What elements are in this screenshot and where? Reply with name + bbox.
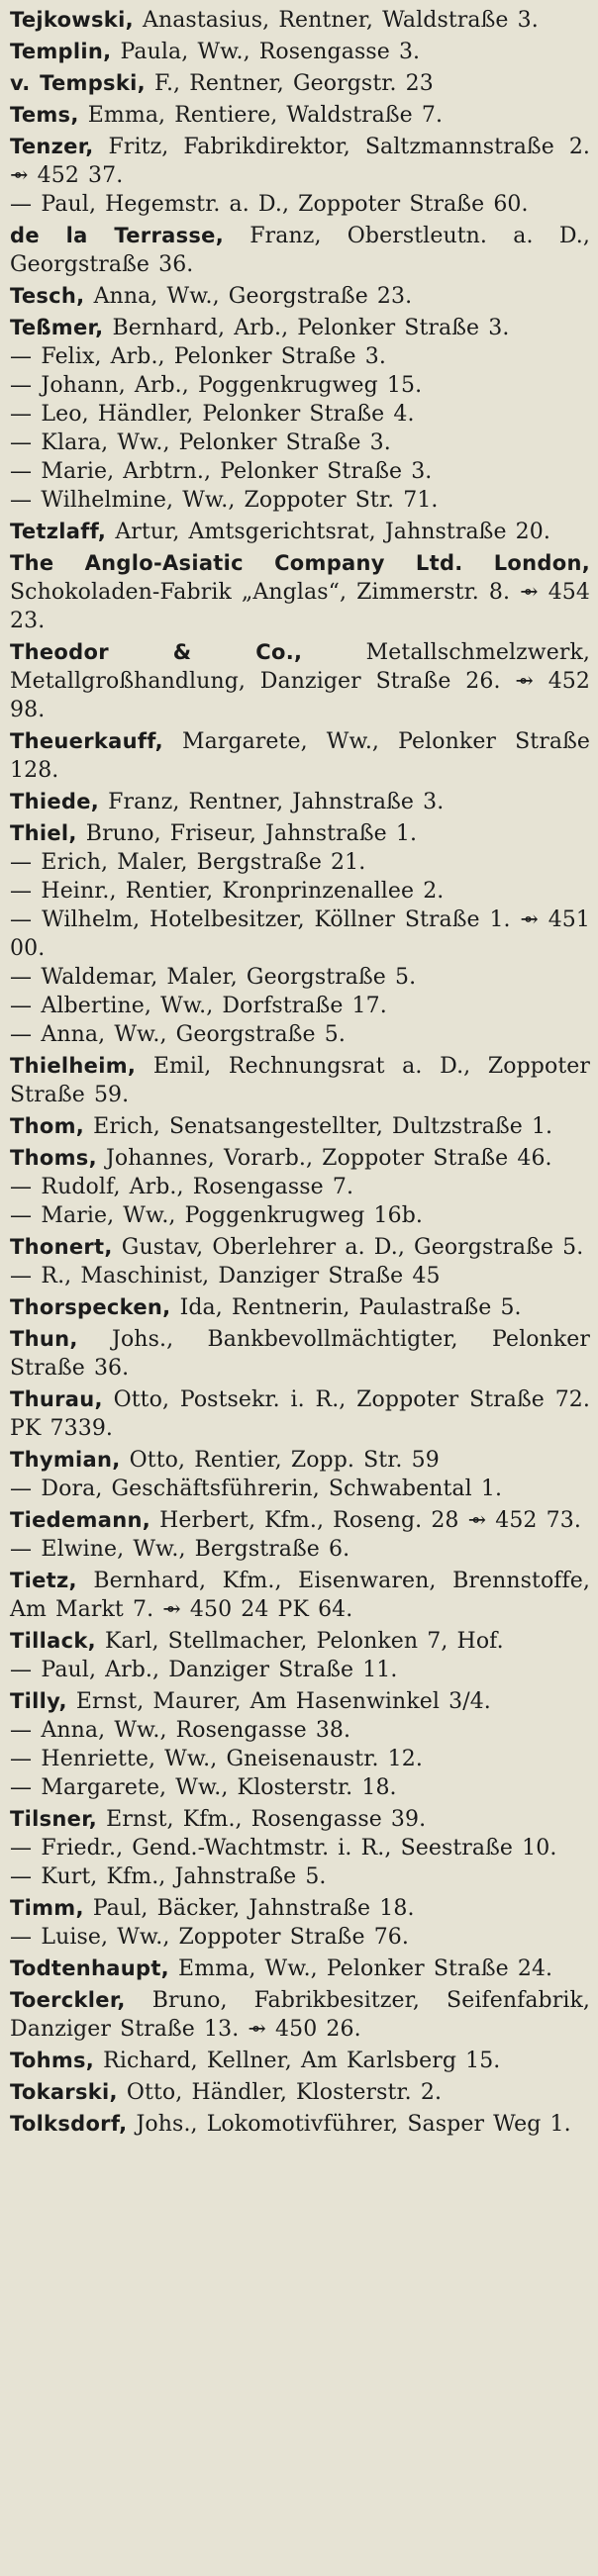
directory-entry xyxy=(10,1986,594,2044)
entry-name: — xyxy=(10,1175,33,1199)
entry-name: — xyxy=(10,459,33,484)
directory-entry xyxy=(10,1233,594,1262)
entry-name: Thiel, xyxy=(10,821,77,845)
directory-entry xyxy=(10,1293,594,1322)
entry-details: Wilhelm, Hotelbesitzer, Köllner Straße 1. ⇴ 451 00. xyxy=(10,907,590,961)
entry-details: Friedr., Gend.-Wachtmstr. i. R., Seestraße 10. xyxy=(41,1836,557,1860)
directory-entry xyxy=(10,1567,594,1624)
entry-name: — xyxy=(10,1836,33,1860)
directory-entry xyxy=(10,819,594,848)
entry-details: Dora, Geschäftsführerin, Schwabental 1. xyxy=(41,1477,503,1501)
directory-entry xyxy=(10,1112,594,1141)
entry-details: Kurt, Kfm., Jahnstraße 5. xyxy=(41,1864,327,1889)
directory-entry xyxy=(10,1627,594,1656)
entry-details: Gustav, Oberlehrer a. D., Georgstraße 5. xyxy=(121,1235,584,1260)
entry-name: Tenzer, xyxy=(10,135,94,158)
entry-details: Bruno, Fabrikbesitzer, Seifenfabrik, Danziger Straße 13. ⇴ 450 26. xyxy=(10,1988,591,2042)
entry-details: Otto, Händler, Klosterstr. 2. xyxy=(126,2080,443,2105)
directory-entry xyxy=(10,1894,594,1923)
entry-name: — xyxy=(10,850,33,875)
directory-entry xyxy=(10,1325,594,1383)
entry-details: Ernst, Maurer, Am Hasenwinkel 3/4. xyxy=(75,1689,491,1714)
entry-details: Luise, Ww., Zoppoter Straße 76. xyxy=(41,1925,409,1950)
directory-entry xyxy=(10,1506,594,1535)
entry-name: Toerckler, xyxy=(10,1988,126,2012)
directory-entry xyxy=(10,1173,594,1201)
entry-name: — xyxy=(10,1925,33,1950)
entry-name: Thiede, xyxy=(10,790,100,813)
entry-details: Paul, Hegemstr. a. D., Zoppoter Straße 60. xyxy=(41,192,529,217)
directory-entry xyxy=(10,992,594,1020)
entry-details: Schokoladen-Fabrik „Anglas“, Zimmerstr. 8. ⇴ 454 23. xyxy=(10,580,590,633)
directory-entry xyxy=(10,906,594,963)
directory-entry xyxy=(10,2047,594,2075)
entry-name: — xyxy=(10,373,33,398)
directory-entry xyxy=(10,2110,594,2139)
directory-entry xyxy=(10,1385,594,1443)
directory-entry xyxy=(10,457,594,486)
directory-entry xyxy=(10,6,594,35)
directory-entry xyxy=(10,1446,594,1475)
entry-details: Marie, Ww., Poggenkrugweg 16b. xyxy=(41,1203,424,1228)
entry-name: Thonert, xyxy=(10,1235,113,1259)
directory-entry xyxy=(10,1052,594,1109)
entry-details: Wilhelmine, Ww., Zoppoter Str. 71. xyxy=(41,488,439,513)
entry-name: Tems, xyxy=(10,103,79,127)
directory-entry xyxy=(10,877,594,906)
entry-details: Leo, Händler, Pelonker Straße 4. xyxy=(41,402,415,427)
entry-name: — xyxy=(10,1264,33,1288)
directory-entry xyxy=(10,1955,594,1983)
entry-name: Tiedemann, xyxy=(10,1508,150,1532)
entry-name: Thoms, xyxy=(10,1146,97,1170)
entry-details: Artur, Amtsgerichtsrat, Jahnstraße 20. xyxy=(115,520,550,544)
entry-name: — xyxy=(10,192,33,217)
directory-entry xyxy=(10,848,594,877)
entry-name: Tokarski, xyxy=(10,2080,118,2104)
directory-entry xyxy=(10,1834,594,1862)
entry-details: Metallschmelzwerk, Metallgroßhandlung, Danziger Straße 26. ⇴ 452 98. xyxy=(10,640,590,722)
entry-name: Tohms, xyxy=(10,2049,95,2072)
entry-name: Tetzlaff, xyxy=(10,520,107,543)
entry-name: Theuerkauff, xyxy=(10,729,163,753)
entry-details: Anna, Ww., Georgstraße 5. xyxy=(41,1022,346,1047)
entry-name: — xyxy=(10,430,33,455)
directory-entry xyxy=(10,1716,594,1745)
directory-entry xyxy=(10,1805,594,1834)
directory-entry xyxy=(10,1745,594,1773)
entry-name: Tilly, xyxy=(10,1689,67,1713)
entry-name: — xyxy=(10,907,33,932)
directory-entry xyxy=(10,727,594,785)
entry-name: Thymian, xyxy=(10,1448,121,1472)
entry-details: Johannes, Vorarb., Zoppoter Straße 46. xyxy=(105,1146,552,1171)
entry-name: Todtenhaupt, xyxy=(10,1956,169,1980)
directory-entry xyxy=(10,1862,594,1891)
entry-details: Margarete, Ww., Pelonker Straße 128. xyxy=(10,729,590,783)
entry-name: — xyxy=(10,1864,33,1889)
entry-details: Ernst, Kfm., Rosengasse 39. xyxy=(106,1807,427,1832)
directory-entry xyxy=(10,1020,594,1049)
directory-entry xyxy=(10,1475,594,1503)
entry-name: Thorspecken, xyxy=(10,1295,171,1319)
entry-details: Elwine, Ww., Bergstraße 6. xyxy=(41,1537,350,1562)
entry-name: v. Tempski, xyxy=(10,71,146,95)
entry-name: — xyxy=(10,488,33,513)
directory-entry xyxy=(10,788,594,816)
entry-details: Franz, Oberstleutn. a. D., Georgstraße 36. xyxy=(10,224,590,277)
entry-details: Anna, Ww., Georgstraße 23. xyxy=(93,284,413,309)
entry-details: Henriette, Ww., Gneisenaustr. 12. xyxy=(41,1747,423,1771)
entry-details: Franz, Rentner, Jahnstraße 3. xyxy=(108,790,445,814)
entry-name: — xyxy=(10,994,33,1018)
directory-entry xyxy=(10,1923,594,1952)
entry-details: F., Rentner, Georgstr. 23 xyxy=(154,71,434,96)
entry-details: Bruno, Friseur, Jahnstraße 1. xyxy=(85,821,418,846)
entry-name: Tolksdorf, xyxy=(10,2112,128,2136)
entry-name: Thielheim, xyxy=(10,1054,137,1078)
entry-name: Tilsner, xyxy=(10,1807,98,1831)
entry-name: — xyxy=(10,1775,33,1800)
directory-entry xyxy=(10,69,594,98)
entry-details: Otto, Rentier, Zopp. Str. 59 xyxy=(129,1448,440,1473)
entry-name: Teßmer, xyxy=(10,316,104,339)
directory-entry xyxy=(10,314,594,342)
entry-name: Tejkowski, xyxy=(10,8,134,32)
directory-entry xyxy=(10,549,594,635)
entry-details: Johs., Bankbevollmächtigter, Pelonker Straße 36. xyxy=(10,1327,590,1381)
entry-details: Erich, Maler, Bergstraße 21. xyxy=(41,850,366,875)
directory-entry xyxy=(10,963,594,992)
entry-details: Richard, Kellner, Am Karlsberg 15. xyxy=(103,2049,501,2073)
entry-name: — xyxy=(10,965,33,990)
entry-details: Emma, Rentiere, Waldstraße 7. xyxy=(87,103,444,128)
entry-name: Thurau, xyxy=(10,1387,103,1411)
entry-details: Emma, Ww., Pelonker Straße 24. xyxy=(178,1956,553,1981)
directory-entry xyxy=(10,1687,594,1716)
entry-name: de la Terrasse, xyxy=(10,224,224,247)
directory-entry xyxy=(10,342,594,371)
entry-details: Felix, Arb., Pelonker Straße 3. xyxy=(41,344,386,369)
directory-entry xyxy=(10,518,594,546)
entry-name: Theodor & Co., xyxy=(10,640,303,664)
entry-name: — xyxy=(10,1022,33,1047)
directory-entry xyxy=(10,400,594,429)
directory-entry xyxy=(10,190,594,219)
entry-details: Fritz, Fabrikdirektor, Saltzmannstraße 2. ⇴ 452 37. xyxy=(10,135,591,188)
entry-name: Tietz, xyxy=(10,1569,77,1592)
entry-name: Tillack, xyxy=(10,1629,96,1653)
entry-name: — xyxy=(10,1477,33,1501)
entry-name: Templin, xyxy=(10,40,112,63)
directory-entry xyxy=(10,371,594,400)
entry-details: Waldemar, Maler, Georgstraße 5. xyxy=(41,965,417,990)
entry-name: — xyxy=(10,402,33,427)
entry-name: The Anglo-Asiatic Company Ltd. London, xyxy=(10,551,590,575)
entry-details: Johann, Arb., Poggenkrugweg 15. xyxy=(41,373,423,398)
entry-details: Anastasius, Rentner, Waldstraße 3. xyxy=(142,8,539,33)
entry-name: Tesch, xyxy=(10,284,85,308)
directory-entry xyxy=(10,486,594,515)
entry-details: Ida, Rentnerin, Paulastraße 5. xyxy=(179,1295,522,1320)
directory-entry xyxy=(10,2078,594,2107)
entry-details: Rudolf, Arb., Rosengasse 7. xyxy=(41,1175,354,1199)
directory-entry xyxy=(10,429,594,457)
entry-details: Emil, Rechnungsrat a. D., Zoppoter Straße 59. xyxy=(10,1054,591,1107)
entry-details: Erich, Senatsangestellter, Dultzstraße 1. xyxy=(93,1114,553,1139)
entry-details: Marie, Arbtrn., Pelonker Straße 3. xyxy=(41,459,433,484)
entry-details: Klara, Ww., Pelonker Straße 3. xyxy=(41,430,391,455)
entry-details: Paula, Ww., Rosengasse 3. xyxy=(120,40,421,64)
directory-entry xyxy=(10,133,594,190)
entry-details: Paul, Arb., Danziger Straße 11. xyxy=(41,1658,398,1682)
entry-details: Otto, Postsekr. i. R., Zoppoter Straße 72. PK 7339. xyxy=(10,1387,590,1441)
entry-details: Albertine, Ww., Dorfstraße 17. xyxy=(41,994,387,1018)
entry-details: Heinr., Rentier, Kronprinzenallee 2. xyxy=(41,879,445,904)
entry-name: Thun, xyxy=(10,1327,78,1351)
directory-entry xyxy=(10,638,594,724)
entry-details: Bernhard, Arb., Pelonker Straße 3. xyxy=(112,316,510,340)
entry-details: R., Maschinist, Danziger Straße 45 xyxy=(41,1264,441,1288)
directory-entry xyxy=(10,1201,594,1230)
directory-entry xyxy=(10,1656,594,1684)
entry-details: Herbert, Kfm., Roseng. 28 ⇴ 452 73. xyxy=(159,1508,581,1533)
directory-entries xyxy=(10,6,594,2139)
entry-name: — xyxy=(10,879,33,904)
entry-details: Anna, Ww., Rosengasse 38. xyxy=(41,1718,351,1743)
directory-entry xyxy=(10,101,594,130)
directory-entry xyxy=(10,38,594,66)
directory-entry xyxy=(10,222,594,279)
entry-name: — xyxy=(10,1718,33,1743)
entry-name: Thom, xyxy=(10,1114,85,1138)
directory-entry xyxy=(10,1773,594,1802)
entry-details: Margarete, Ww., Klosterstr. 18. xyxy=(41,1775,397,1800)
entry-name: — xyxy=(10,1658,33,1682)
directory-entry xyxy=(10,1144,594,1173)
entry-name: — xyxy=(10,1747,33,1771)
entry-name: — xyxy=(10,344,33,369)
directory-entry xyxy=(10,1262,594,1290)
directory-entry xyxy=(10,282,594,311)
entry-details: Johs., Lokomotivführer, Sasper Weg 1. xyxy=(136,2112,571,2137)
entry-details: Karl, Stellmacher, Pelonken 7, Hof. xyxy=(104,1629,504,1654)
entry-name: — xyxy=(10,1203,33,1228)
entry-name: Timm, xyxy=(10,1896,84,1920)
directory-entry xyxy=(10,1535,594,1564)
entry-name: — xyxy=(10,1537,33,1562)
entry-details: Paul, Bäcker, Jahnstraße 18. xyxy=(92,1896,415,1921)
entry-details: Bernhard, Kfm., Eisenwaren, Brennstoffe, Am Markt 7. ⇴ 450 24 PK 64. xyxy=(10,1569,590,1622)
